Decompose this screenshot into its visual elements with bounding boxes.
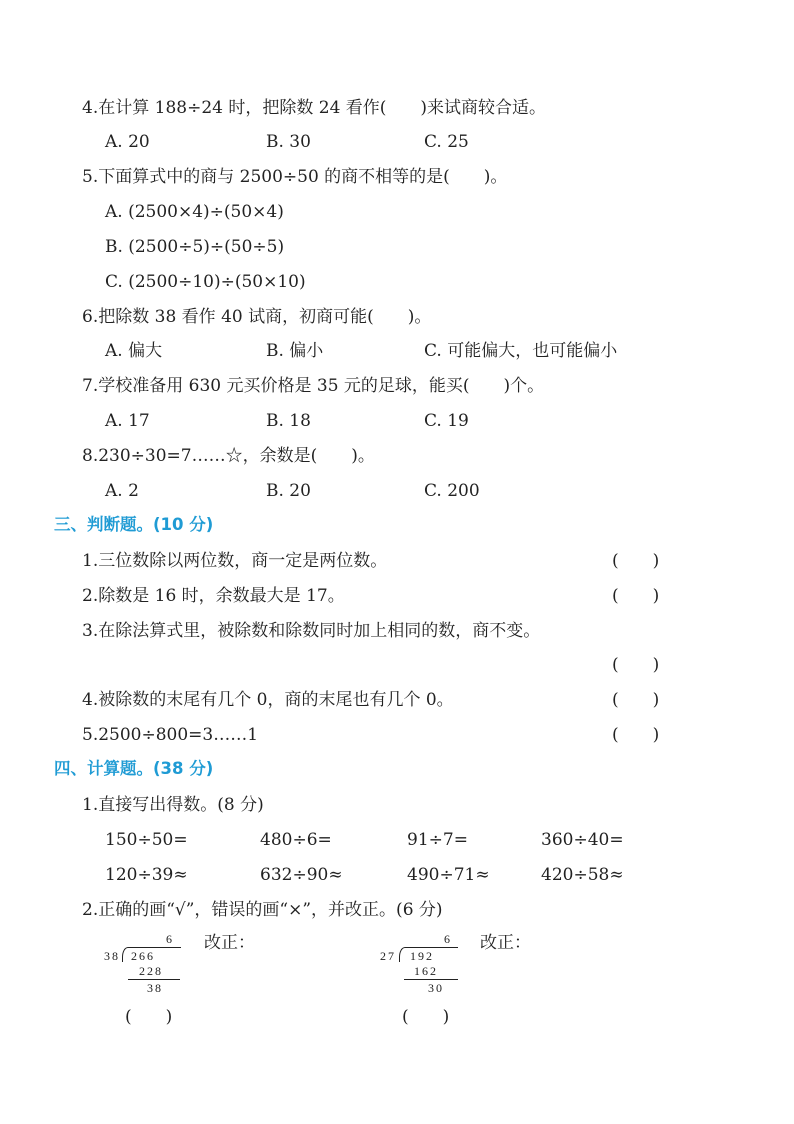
calc-expression: 91÷7= [407,830,468,850]
q8-option-b: B. 20 [266,481,311,501]
calc-expression: 150÷50= [105,830,188,850]
q5-option-a: A. (2500×4)÷(50×4) [105,202,284,222]
long-division-2 [378,932,468,1002]
fix-label-2: 改正： [480,933,531,953]
division-rule [128,979,180,980]
question-4-stem: 4.在计算 188÷24 时，把除数 24 看作( )来试商较合适。 [82,98,547,118]
calc-expression: 360÷40= [541,830,624,850]
judge-item-5: 5.2500÷800=3……1 [82,725,259,745]
q5-option-b: B. (2500÷5)÷(50÷5) [105,237,285,257]
division-remainder: 30 [428,981,444,995]
q6-option-c: C. 可能偏大，也可能偏小 [424,341,618,361]
calc-expression: 490÷71≈ [407,865,490,885]
q4-option-c: C. 25 [424,132,469,152]
q7-option-c: C. 19 [424,411,469,431]
division-quotient: 6 [444,932,452,946]
judge-item-4: 4.被除数的末尾有几个 0，商的末尾也有几个 0。 [82,690,454,710]
judge-item-2: 2.除数是 16 时，余数最大是 17。 [82,586,345,606]
q6-option-b: B. 偏小 [266,341,324,361]
q7-option-b: B. 18 [266,411,311,431]
long-division-1 [100,932,190,1002]
division-rule [404,979,458,980]
q5-option-c: C. (2500÷10)÷(50×10) [105,272,306,292]
q8-option-a: A. 2 [105,481,139,501]
division-remainder: 38 [147,981,163,995]
section-calc-title: 四、计算题。(38 分) [54,759,214,778]
division-dividend: 192 [410,949,434,963]
judge-item-1-paren[interactable]: ( ) [612,551,660,571]
q4-option-b: B. 30 [266,132,311,152]
calc-expression: 120÷39≈ [105,865,188,885]
q6-option-a: A. 偏大 [105,341,163,361]
calc-expression: 480÷6= [260,830,332,850]
calc-expression: 420÷58≈ [541,865,624,885]
judge-item-4-paren[interactable]: ( ) [612,690,660,710]
division-product: 162 [414,964,438,978]
section-judge-title: 三、判断题。(10 分) [54,515,214,534]
fix-label-1: 改正： [204,933,255,953]
judge-item-1: 1.三位数除以两位数，商一定是两位数。 [82,551,388,571]
judge-item-2-paren[interactable]: ( ) [612,586,660,606]
q8-option-c: C. 200 [424,481,480,501]
judge-paren-2[interactable]: ( ) [402,1007,450,1027]
division-dividend: 266 [131,949,155,963]
question-6-stem: 6.把除数 38 看作 40 试商，初商可能( )。 [82,307,432,327]
question-8-stem: 8.230÷30=7……☆，余数是( )。 [82,446,375,466]
division-divisor: 38 [104,949,120,963]
judge-item-3: 3.在除法算式里，被除数和除数同时加上相同的数，商不变。 [82,621,541,641]
calc-sub1-title: 1.直接写出得数。(8 分) [82,795,264,815]
q7-option-a: A. 17 [105,411,150,431]
judge-item-3-paren[interactable]: ( ) [612,655,660,675]
question-5-stem: 5.下面算式中的商与 2500÷50 的商不相等的是( )。 [82,167,508,187]
division-divisor: 27 [380,949,396,963]
question-7-stem: 7.学校准备用 630 元买价格是 35 元的足球，能买( )个。 [82,376,545,396]
judge-item-5-paren[interactable]: ( ) [612,725,660,745]
calc-expression: 632÷90≈ [260,865,343,885]
calc-sub2-title: 2.正确的画“√”，错误的画“×”，并改正。(6 分) [82,900,443,920]
division-product: 228 [139,964,163,978]
judge-paren-1[interactable]: ( ) [125,1007,173,1027]
q4-option-a: A. 20 [105,132,150,152]
division-quotient: 6 [166,932,174,946]
